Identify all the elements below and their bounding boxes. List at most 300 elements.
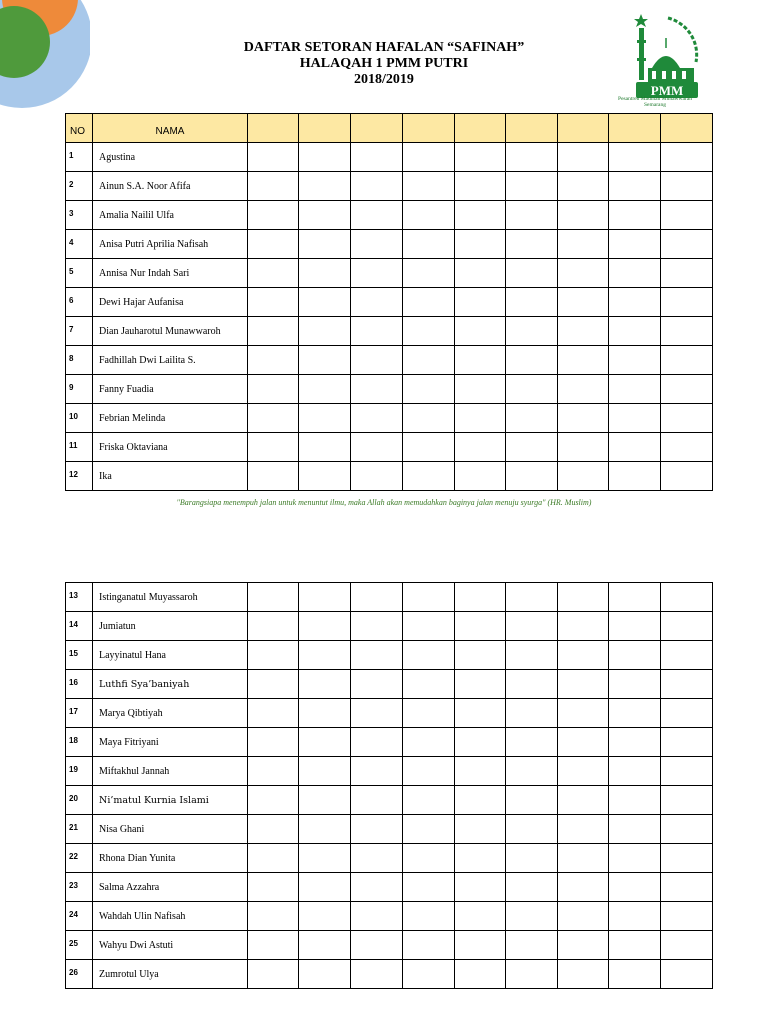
tally-cell[interactable] [558,259,609,288]
tally-cell[interactable] [558,172,609,201]
tally-cell[interactable] [506,404,558,433]
tally-cell[interactable] [455,960,506,989]
student-number: 20 [66,786,93,815]
tally-cell[interactable] [248,844,299,873]
student-number: 12 [66,462,93,491]
tally-cell[interactable] [248,230,299,259]
student-name: Luthfi Sya’baniyah [93,670,248,699]
tally-cell[interactable] [558,612,609,641]
tally-cell[interactable] [609,612,661,641]
tally-cell[interactable] [403,815,455,844]
tally-cell[interactable] [558,815,609,844]
tally-cell[interactable] [455,433,506,462]
tally-cell[interactable] [558,873,609,902]
student-number: 2 [66,172,93,201]
tally-cell[interactable] [506,259,558,288]
tally-cell[interactable] [299,612,351,641]
tally-cell[interactable] [403,670,455,699]
tally-cell[interactable] [299,728,351,757]
tally-cell[interactable] [248,670,299,699]
tally-cell[interactable] [661,670,713,699]
tally-cell[interactable] [661,143,713,172]
tally-cell[interactable] [609,288,661,317]
student-name: Febrian Melinda [93,404,248,433]
tally-cell[interactable] [609,143,661,172]
tally-cell[interactable] [661,583,713,612]
tally-cell[interactable] [506,931,558,960]
tally-cell[interactable] [248,873,299,902]
tally-cell[interactable] [299,641,351,670]
tally-cell[interactable] [351,288,403,317]
tally-cell[interactable] [661,960,713,989]
tally-cell[interactable] [299,960,351,989]
student-row [66,612,713,641]
tally-cell[interactable] [661,404,713,433]
student-row [66,728,713,757]
tally-cell[interactable] [506,375,558,404]
tally-cell[interactable] [403,931,455,960]
tally-cell[interactable] [248,699,299,728]
tally-cell[interactable] [351,902,403,931]
tally-cell[interactable] [558,902,609,931]
header-blank-cell [351,114,403,143]
tally-cell[interactable] [403,172,455,201]
tally-cell[interactable] [248,259,299,288]
tally-cell[interactable] [248,612,299,641]
tally-cell[interactable] [506,844,558,873]
tally-cell[interactable] [299,583,351,612]
tally-cell[interactable] [455,873,506,902]
student-number: 7 [66,317,93,346]
tally-cell[interactable] [661,375,713,404]
student-row [66,346,713,375]
tally-cell[interactable] [403,902,455,931]
tally-cell[interactable] [661,172,713,201]
tally-cell[interactable] [299,462,351,491]
tally-cell[interactable] [351,699,403,728]
tally-cell[interactable] [609,728,661,757]
tally-cell[interactable] [609,844,661,873]
tally-cell[interactable] [403,728,455,757]
tally-cell[interactable] [455,259,506,288]
tally-cell[interactable] [506,873,558,902]
tally-cell[interactable] [351,404,403,433]
tally-cell[interactable] [299,404,351,433]
tally-cell[interactable] [609,201,661,230]
tally-cell[interactable] [248,641,299,670]
student-number: 8 [66,346,93,375]
tally-cell[interactable] [661,230,713,259]
tally-cell[interactable] [661,346,713,375]
tally-cell[interactable] [351,201,403,230]
tally-cell[interactable] [299,346,351,375]
tally-cell[interactable] [661,462,713,491]
tally-cell[interactable] [609,404,661,433]
tally-cell[interactable] [506,641,558,670]
tally-cell[interactable] [455,612,506,641]
pmm-mosque-logo [608,10,703,110]
tally-cell[interactable] [661,844,713,873]
tally-cell[interactable] [506,201,558,230]
tally-cell[interactable] [455,728,506,757]
tally-cell[interactable] [403,346,455,375]
student-name: Rhona Dian Yunita [93,844,248,873]
student-number: 22 [66,844,93,873]
tally-cell[interactable] [558,143,609,172]
tally-cell[interactable] [609,902,661,931]
tally-cell[interactable] [558,433,609,462]
tally-cell[interactable] [248,583,299,612]
tally-cell[interactable] [506,612,558,641]
tally-cell[interactable] [609,670,661,699]
student-row [66,172,713,201]
tally-cell[interactable] [403,462,455,491]
tally-cell[interactable] [661,288,713,317]
tally-cell[interactable] [661,433,713,462]
tally-cell[interactable] [506,670,558,699]
tally-cell[interactable] [609,346,661,375]
tally-cell[interactable] [351,259,403,288]
tally-cell[interactable] [661,815,713,844]
student-row [66,844,713,873]
tally-cell[interactable] [299,670,351,699]
tally-cell[interactable] [455,317,506,346]
tally-cell[interactable] [558,844,609,873]
tally-cell[interactable] [661,873,713,902]
tally-cell[interactable] [609,583,661,612]
tally-cell[interactable] [299,815,351,844]
tally-cell[interactable] [351,583,403,612]
student-row [66,143,713,172]
tally-cell[interactable] [248,902,299,931]
student-number: 16 [66,670,93,699]
student-number: 24 [66,902,93,931]
tally-cell[interactable] [351,873,403,902]
tally-cell[interactable] [506,728,558,757]
tally-cell[interactable] [455,670,506,699]
tally-cell[interactable] [403,873,455,902]
tally-cell[interactable] [299,931,351,960]
tally-cell[interactable] [455,346,506,375]
tally-cell[interactable] [558,931,609,960]
tally-cell[interactable] [351,728,403,757]
tally-cell[interactable] [455,844,506,873]
tally-cell[interactable] [661,757,713,786]
student-name: Istinganatul Muyassaroh [93,583,248,612]
tally-cell[interactable] [403,375,455,404]
tally-cell[interactable] [558,583,609,612]
tally-cell[interactable] [506,143,558,172]
tally-cell[interactable] [661,931,713,960]
tally-cell[interactable] [506,317,558,346]
tally-cell[interactable] [403,612,455,641]
student-name: Zumrotul Ulya [93,960,248,989]
student-name: Miftakhul Jannah [93,757,248,786]
tally-cell[interactable] [248,931,299,960]
student-name: Wahdah Ulin Nafisah [93,902,248,931]
student-number: 11 [66,433,93,462]
tally-cell[interactable] [455,641,506,670]
tally-cell[interactable] [248,201,299,230]
tally-cell[interactable] [609,230,661,259]
tally-cell[interactable] [248,433,299,462]
student-number: 25 [66,931,93,960]
tally-cell[interactable] [299,902,351,931]
tally-cell[interactable] [351,786,403,815]
student-number: 23 [66,873,93,902]
tally-cell[interactable] [403,757,455,786]
document-year: 2018/2019 [354,72,414,87]
tally-cell[interactable] [299,757,351,786]
tally-cell[interactable] [351,757,403,786]
tally-cell[interactable] [403,230,455,259]
student-row [66,375,713,404]
tally-cell[interactable] [403,641,455,670]
header-no: NO [66,114,93,143]
tally-cell[interactable] [609,931,661,960]
tally-cell[interactable] [661,902,713,931]
tally-cell[interactable] [506,902,558,931]
student-row [66,960,713,989]
student-name: Dewi Hajar Aufanisa [93,288,248,317]
tally-cell[interactable] [506,960,558,989]
student-row [66,931,713,960]
student-name: Agustina [93,143,248,172]
tally-cell[interactable] [248,375,299,404]
tally-cell[interactable] [455,931,506,960]
tally-cell[interactable] [351,931,403,960]
tally-cell[interactable] [558,757,609,786]
tally-cell[interactable] [351,433,403,462]
tally-cell[interactable] [609,873,661,902]
tally-cell[interactable] [248,346,299,375]
tally-cell[interactable] [351,641,403,670]
hadith-quote: "Barangsiapa menempuh jalan untuk menuntut ilmu, maka Allah akan memudahkan baginya jalan menuju syurga" (HR. Muslim) [176,498,592,507]
tally-cell[interactable] [558,317,609,346]
table-header-row [66,114,713,143]
tally-cell[interactable] [403,786,455,815]
tally-cell[interactable] [558,641,609,670]
tally-cell[interactable] [558,462,609,491]
tally-cell[interactable] [351,960,403,989]
tally-cell[interactable] [558,288,609,317]
student-name: Maya Fitriyani [93,728,248,757]
student-name: Ika [93,462,248,491]
tally-cell[interactable] [248,143,299,172]
student-name: Nisa Ghani [93,815,248,844]
tally-cell[interactable] [299,143,351,172]
tally-cell[interactable] [455,462,506,491]
tally-cell[interactable] [455,902,506,931]
tally-cell[interactable] [403,433,455,462]
tally-cell[interactable] [248,317,299,346]
student-number: 13 [66,583,93,612]
tally-cell[interactable] [299,317,351,346]
student-number: 3 [66,201,93,230]
tally-cell[interactable] [506,583,558,612]
tally-cell[interactable] [558,230,609,259]
tally-cell[interactable] [299,259,351,288]
tally-cell[interactable] [609,259,661,288]
student-number: 18 [66,728,93,757]
tally-cell[interactable] [403,583,455,612]
tally-cell[interactable] [558,786,609,815]
tally-cell[interactable] [248,728,299,757]
tally-cell[interactable] [351,462,403,491]
student-number: 5 [66,259,93,288]
tally-cell[interactable] [558,699,609,728]
tally-cell[interactable] [403,404,455,433]
tally-cell[interactable] [558,728,609,757]
tally-cell[interactable] [248,404,299,433]
tally-cell[interactable] [455,699,506,728]
tally-cell[interactable] [403,317,455,346]
tally-cell[interactable] [609,462,661,491]
tally-cell[interactable] [455,375,506,404]
tally-cell[interactable] [506,230,558,259]
tally-cell[interactable] [609,317,661,346]
tally-cell[interactable] [299,230,351,259]
tally-cell[interactable] [351,612,403,641]
student-row [66,699,713,728]
student-row [66,201,713,230]
tally-cell[interactable] [299,873,351,902]
student-name: Ainun S.A. Noor Afifa [93,172,248,201]
student-name: Anisa Putri Aprilia Nafisah [93,230,248,259]
tally-cell[interactable] [351,230,403,259]
tally-cell[interactable] [455,786,506,815]
attendance-table-2 [65,582,713,989]
student-name: Dian Jauharotul Munawwaroh [93,317,248,346]
tally-cell[interactable] [609,433,661,462]
tally-cell[interactable] [403,699,455,728]
tally-cell[interactable] [609,641,661,670]
tally-cell[interactable] [661,641,713,670]
student-name: Salma Azzahra [93,873,248,902]
tally-cell[interactable] [609,699,661,728]
tally-cell[interactable] [661,786,713,815]
student-row [66,433,713,462]
tally-cell[interactable] [248,462,299,491]
student-row [66,317,713,346]
tally-cell[interactable] [403,259,455,288]
tally-cell[interactable] [299,288,351,317]
tally-cell[interactable] [609,757,661,786]
tally-cell[interactable] [403,143,455,172]
tally-cell[interactable] [248,815,299,844]
tally-cell[interactable] [351,815,403,844]
student-number: 14 [66,612,93,641]
tally-cell[interactable] [248,172,299,201]
logo-caption-line1: Pesantren Madinah Munawwarah [618,96,692,102]
tally-cell[interactable] [299,375,351,404]
tally-cell[interactable] [299,433,351,462]
tally-cell[interactable] [403,288,455,317]
tally-cell[interactable] [299,201,351,230]
tally-cell[interactable] [455,172,506,201]
student-row [66,462,713,491]
tally-cell[interactable] [558,375,609,404]
tally-cell[interactable] [455,201,506,230]
tally-cell[interactable] [455,143,506,172]
student-number: 9 [66,375,93,404]
tally-cell[interactable] [661,317,713,346]
tally-cell[interactable] [299,699,351,728]
tally-cell[interactable] [506,172,558,201]
tally-cell[interactable] [351,844,403,873]
tally-cell[interactable] [661,201,713,230]
tally-cell[interactable] [455,583,506,612]
tally-cell[interactable] [506,288,558,317]
student-number: 1 [66,143,93,172]
tally-cell[interactable] [351,670,403,699]
tally-cell[interactable] [455,404,506,433]
student-name: Jumiatun [93,612,248,641]
tally-cell[interactable] [506,699,558,728]
tally-cell[interactable] [351,375,403,404]
header-blank-cell [248,114,299,143]
tally-cell[interactable] [609,960,661,989]
tally-cell[interactable] [506,815,558,844]
tally-cell[interactable] [248,960,299,989]
student-row [66,641,713,670]
tally-cell[interactable] [299,786,351,815]
tally-cell[interactable] [351,317,403,346]
tally-cell[interactable] [661,259,713,288]
tally-cell[interactable] [609,786,661,815]
tally-cell[interactable] [248,288,299,317]
student-name: Annisa Nur Indah Sari [93,259,248,288]
student-name: Amalia Nailil Ulfa [93,201,248,230]
tally-cell[interactable] [506,462,558,491]
student-row [66,873,713,902]
tally-cell[interactable] [558,346,609,375]
tally-cell[interactable] [558,960,609,989]
tally-cell[interactable] [506,346,558,375]
tally-cell[interactable] [609,172,661,201]
tally-cell[interactable] [403,201,455,230]
tally-cell[interactable] [506,757,558,786]
tally-cell[interactable] [661,728,713,757]
tally-cell[interactable] [248,757,299,786]
tally-cell[interactable] [299,844,351,873]
student-number: 4 [66,230,93,259]
tally-cell[interactable] [351,143,403,172]
student-row [66,583,713,612]
tally-cell[interactable] [351,346,403,375]
tally-cell[interactable] [506,433,558,462]
tally-cell[interactable] [661,699,713,728]
tally-cell[interactable] [455,815,506,844]
tally-cell[interactable] [248,786,299,815]
student-row [66,786,713,815]
tally-cell[interactable] [558,670,609,699]
tally-cell[interactable] [506,786,558,815]
tally-cell[interactable] [558,404,609,433]
tally-cell[interactable] [403,844,455,873]
tally-cell[interactable] [609,375,661,404]
tally-cell[interactable] [609,815,661,844]
tally-cell[interactable] [455,230,506,259]
tally-cell[interactable] [455,757,506,786]
tally-cell[interactable] [558,201,609,230]
student-row [66,757,713,786]
tally-cell[interactable] [661,612,713,641]
tally-cell[interactable] [299,172,351,201]
tally-cell[interactable] [455,288,506,317]
tally-cell[interactable] [351,172,403,201]
tally-cell[interactable] [403,960,455,989]
